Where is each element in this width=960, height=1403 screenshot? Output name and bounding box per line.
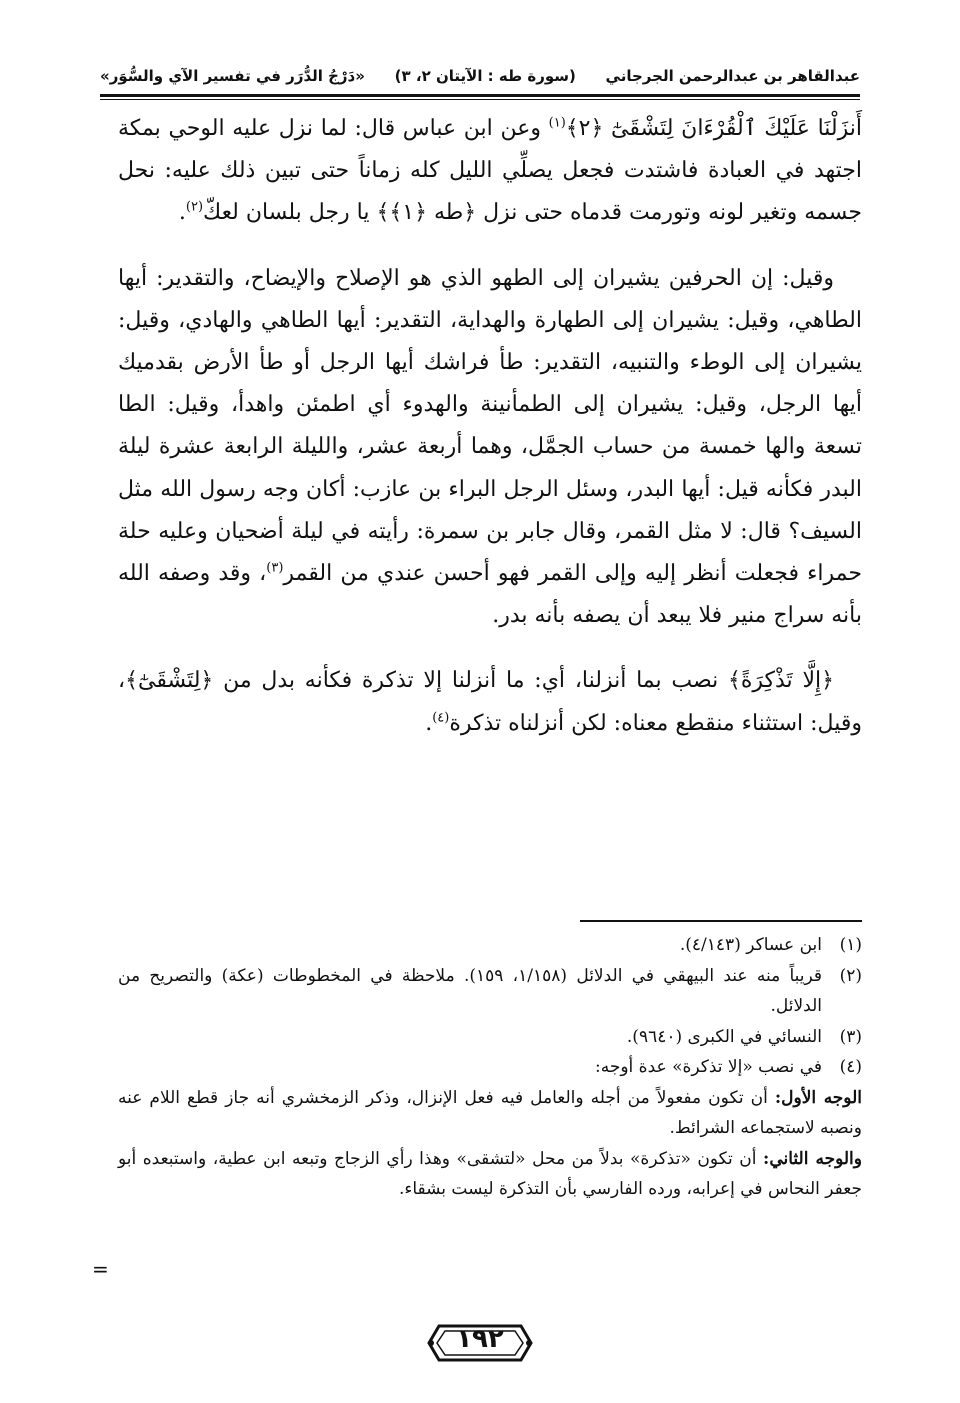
footnote-3: [118, 1022, 862, 1053]
footnote-2: [118, 961, 862, 1022]
quran-verse: أَنزَلْنَا عَلَيْكَ ٱلْقُرْءَانَ لِتَشْقَىٰٓ ﴿٢﴾: [565, 116, 862, 141]
footnote-text: ابن عساكر (٤/١٤٣).: [679, 935, 822, 955]
footnote-number: (٣): [839, 1026, 862, 1047]
page-number: ١٩٢: [456, 1324, 504, 1354]
footnote-4: [118, 1052, 862, 1083]
footnote-number: (١): [839, 935, 862, 955]
first-view-text: أن تكون مفعولاً من أجله والعامل فيه فعل الإنزال، وذكر الزمخشري أنه جاز قطع اللام عنه ونصبه لاستجماعه الشرائط.: [118, 1087, 862, 1138]
footnote-text: النسائي في الكبرى (٩٦٤٠).: [626, 1026, 822, 1047]
paragraph-2-text: وقيل: إن الحرفين يشيران إلى الطهو الذي هو الإصلاح والإيضاح، والتقدير: أيها الطاهي، وقيل: يشيران إلى الطهارة والهداية، التقدير: أيها الطاهي والهادي، وقيل: يشيران إلى الوطء والتنبيه، التقدير: طأ فراشك أيها الرجل أو طأ الأرض بقدميك أيها الرجل، وقيل: يشيران إلى الطمأنينة والهدوء أي اطمئن واهدأ، وقيل: الطا تسعة والها خمسة من حساب الجمَّل، وهما أربعة عشر، والليلة الرابعة عشرة ليلة البدر فكأنه قيل: أيها البدر، وسئل الرجل البراء بن عازب: أكان وجه رسول الله مثل السيف؟ قال: لا مثل القمر، وقال جابر بن سمرة: رأيته في ليلة أضحيان وعليه حلة حمراء فجعلت أنظر إليه وإلى القمر فهو أحسن عندي من القمر: [118, 265, 862, 587]
continuation-mark: =: [92, 1257, 109, 1281]
paragraph-2-text-end: ، وقد وصفه الله بأنه سراج منير فلا يبعد أن يصفه بأنه بدر.: [118, 561, 862, 629]
paragraph-3-end: .: [425, 710, 433, 736]
footnote-number: (٤): [839, 1057, 862, 1077]
footnote-4-second-view: [118, 1144, 862, 1205]
footnotes: [118, 930, 862, 1205]
main-text: [118, 108, 862, 768]
paragraph-3-text: ﴿إِلَّا تَذْكِرَةً﴾ نصب بما أنزلنا، أي: ما أنزلنا إلا تذكرة فكأنه بدل من ﴿لِتَشْقَىٰٓ﴾، وقيل: استثناء منقطع معناه: لكن أنزلناه تذكرة: [118, 668, 862, 736]
footnote-4-first-view: [118, 1083, 862, 1144]
paragraph-1-text: وعن ابن عباس قال: لما نزل عليه الوحي بمكة اجتهد في العبادة فاشتدت فجعل يصلِّي الليل كله زماناً حتى تبين ذلك عليه: نحل جسمه وتغير لونه وتورمت قدماه حتى نزل ﴿طه ﴿١﴾﴾ يا رجل بلسان لعكّ: [118, 116, 862, 226]
footnote-separator: [580, 920, 862, 922]
footnote-text: قريباً منه عند البيهقي في الدلائل (١/١٥٨، ١٥٩). ملاحظة في المخطوطات (عكة) والتصريح من الدلائل.: [118, 965, 822, 1016]
running-header: [100, 60, 860, 92]
second-view-text: أن تكون «تذكرة» بدلاً من محل «لتشقى» وهذا رأي الزجاج وتبعه ابن عطية، واستبعده أبو جعفر النحاس في إعرابه، ورده الفارسي بأن التذكرة ليست بشقاء.: [118, 1148, 862, 1199]
header-rule-thick: [100, 94, 860, 97]
footnote-ref-3[interactable]: (٣): [266, 560, 284, 576]
book-title-header: «دَرْجُ الدُّرَر في تفسير الآي والسُّوَر»: [100, 67, 365, 85]
author-header: عبدالقاهر بن عبدالرحمن الجرجاني: [605, 67, 860, 85]
footnote-ref-4[interactable]: (٤): [432, 710, 450, 726]
paragraph-2: [118, 258, 862, 638]
footnote-1: [118, 930, 862, 961]
header-rule-thin: [100, 99, 860, 100]
second-view-label: والوجه الثاني:: [763, 1148, 862, 1169]
paragraph-1: [118, 108, 862, 235]
paragraph-1-end: .: [178, 200, 186, 226]
footnote-number: (٢): [839, 965, 862, 986]
paragraph-3: [118, 660, 862, 744]
page-number-ornament: [425, 1318, 535, 1368]
footnote-ref-2[interactable]: (٢): [185, 200, 204, 216]
footnote-text: في نصب «إلا تذكرة» عدة أوجه:: [595, 1057, 822, 1077]
footnote-ref-1[interactable]: (١): [548, 115, 566, 131]
first-view-label: الوجه الأول:: [774, 1087, 862, 1108]
surah-reference-header: (سورة طه : الآيتان ٢، ٣): [394, 67, 576, 85]
